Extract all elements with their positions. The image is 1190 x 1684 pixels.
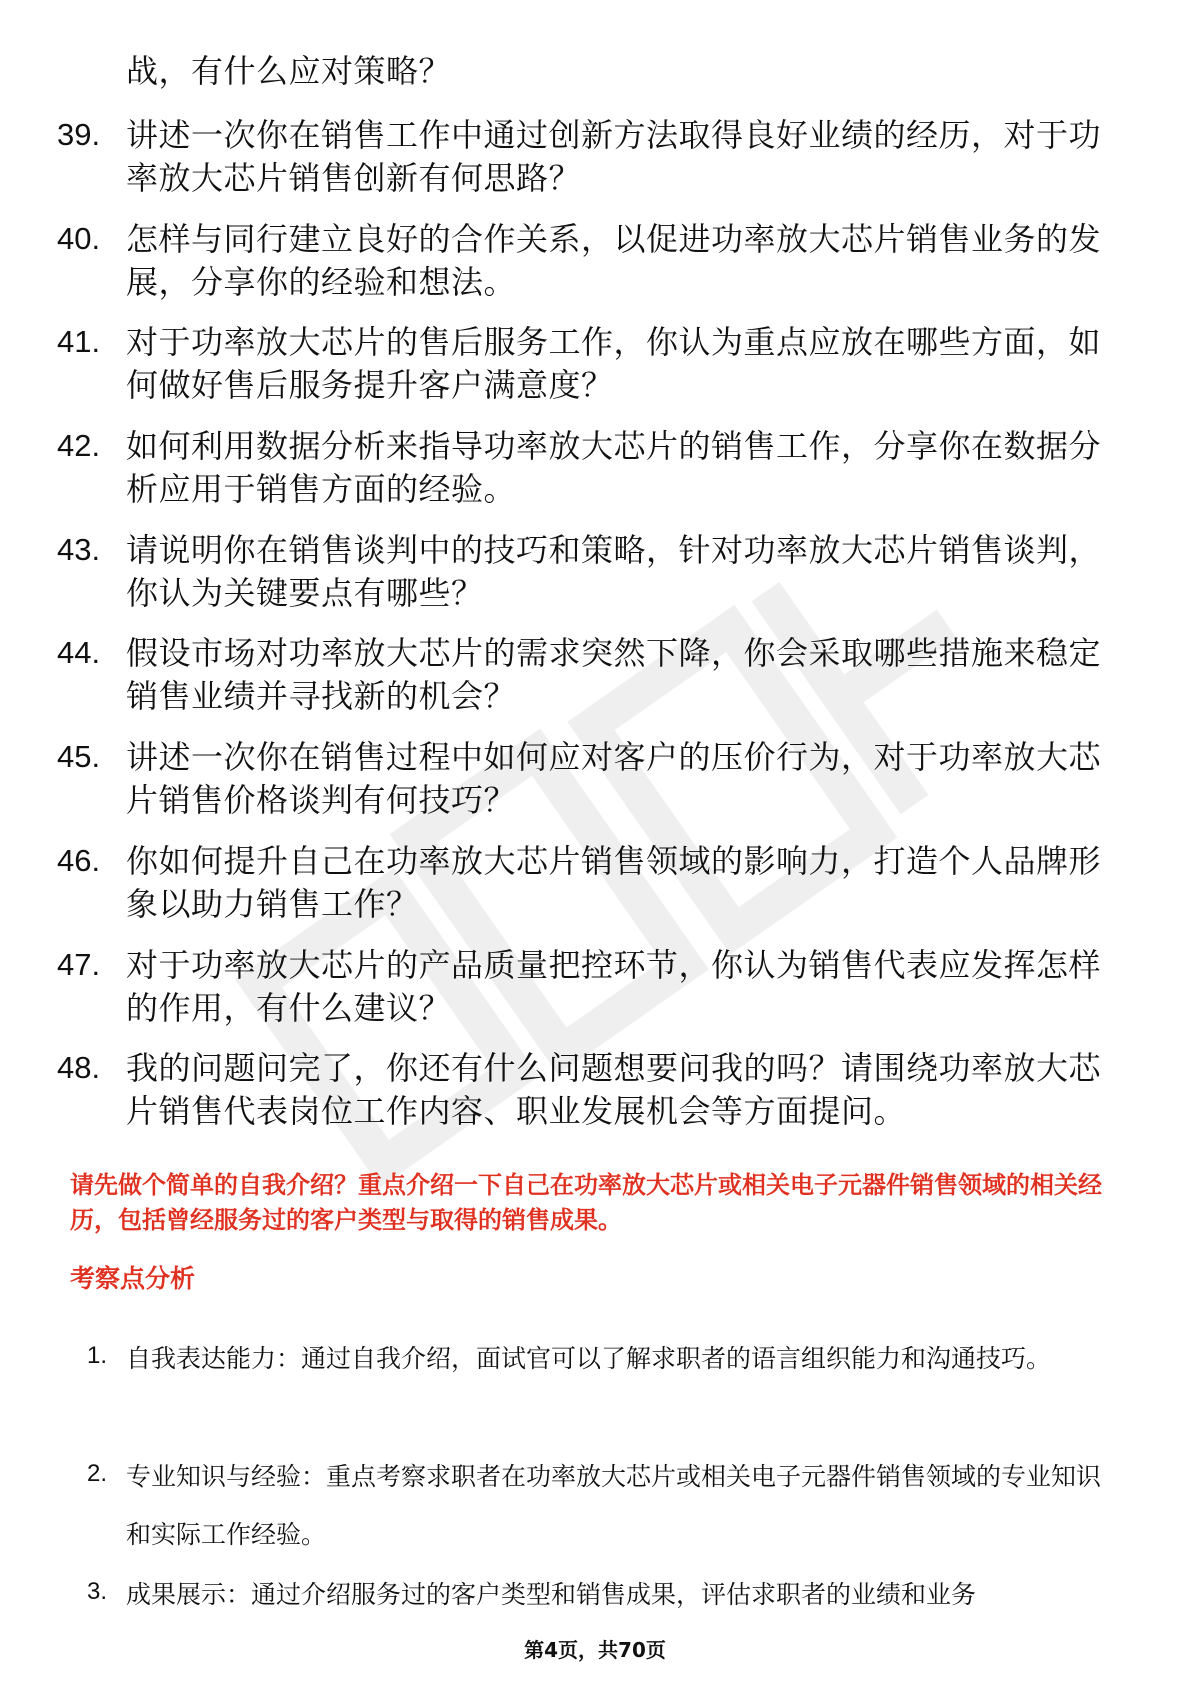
question-number: 40. [57, 220, 101, 256]
analysis-number: 3. [87, 1578, 108, 1605]
question-text: 假设市场对功率放大芯片的需求突然下降，你会采取哪些措施来稳定销售业绩并寻找新的机会？ [126, 634, 1102, 716]
question-text: 你如何提升自己在功率放大芯片销售领域的影响力，打造个人品牌形象以助力销售工作？ [126, 841, 1102, 923]
question-number: 39. [57, 117, 101, 152]
list-item [0, 938, 1190, 1042]
list-item [0, 1566, 1190, 1684]
page-footer: 第4页，共70页 [524, 1638, 666, 1662]
question-number: 48. [57, 1050, 101, 1086]
analysis-heading: 考察点分析 [70, 1264, 196, 1293]
question-text: 如何利用数据分析来指导功率放大芯片的销售工作，分享你在数据分析应用于销售方面的经验。 [126, 427, 1102, 509]
analysis-text: 自我表达能力：通过自我介绍，面试官可以了解求职者的语言组织能力和沟通技巧。 [126, 1344, 1052, 1373]
analysis-number: 1. [87, 1342, 108, 1369]
question-text: 我的问题问完了，你还有什么问题想要问我的吗？请围绕功率放大芯片销售代表岗位工作内容、职业发展机会等方面提问。 [126, 1049, 1102, 1131]
list-item [0, 212, 1190, 316]
question-number: 41. [57, 324, 101, 360]
question-text: 对于功率放大芯片的产品质量把控环节，你认为销售代表应发挥怎样的作用，有什么建议？ [126, 945, 1102, 1027]
list-item [0, 1448, 1190, 1566]
list-item [0, 315, 1190, 419]
analysis-text: 成果展示：通过介绍服务过的客户类型和销售成果，评估求职者的业绩和业务 [126, 1580, 977, 1609]
list-item [0, 1041, 1190, 1145]
list-item [0, 730, 1190, 834]
question-list [0, 108, 1190, 1145]
highlighted-question: 请先做个简单的自我介绍？重点介绍一下自己在功率放大芯片或相关电子元器件销售领域的相关经历，包括曾经服务过的客户类型与取得的销售成果。 [70, 1171, 1102, 1234]
analysis-text: 专业知识与经验：重点考察求职者在功率放大芯片或相关电子元器件销售领域的专业知识和实际工作经验。 [126, 1462, 1102, 1549]
question-text: 请说明你在销售谈判中的技巧和策略，针对功率放大芯片销售谈判，你认为关键要点有哪些？ [126, 530, 1102, 612]
question-text: 讲述一次你在销售工作中通过创新方法取得良好业绩的经历，对于功率放大芯片销售创新有何思路？ [126, 116, 1102, 197]
list-item [0, 108, 1190, 212]
question-number: 45. [57, 739, 101, 775]
list-item [0, 626, 1190, 730]
continued-question-text: 战，有什么应对策略？ [126, 52, 452, 90]
question-number: 42. [57, 428, 101, 464]
question-text: 讲述一次你在销售过程中如何应对客户的压价行为，对于功率放大芯片销售价格谈判有何技巧？ [126, 738, 1102, 820]
question-text: 对于功率放大芯片的售后服务工作，你认为重点应放在哪些方面，如何做好售后服务提升客户满意度？ [126, 323, 1102, 405]
question-text: 怎样与同行建立良好的合作关系，以促进功率放大芯片销售业务的发展，分享你的经验和想法。 [126, 219, 1102, 301]
question-number: 47. [57, 946, 101, 982]
list-item [0, 419, 1190, 523]
list-item [0, 834, 1190, 938]
question-number: 44. [57, 635, 101, 671]
list-item [0, 523, 1190, 627]
question-number: 46. [57, 842, 101, 878]
question-number: 43. [57, 531, 101, 567]
analysis-list [0, 1330, 1190, 1684]
analysis-number: 2. [87, 1460, 108, 1487]
list-item [0, 1330, 1190, 1448]
